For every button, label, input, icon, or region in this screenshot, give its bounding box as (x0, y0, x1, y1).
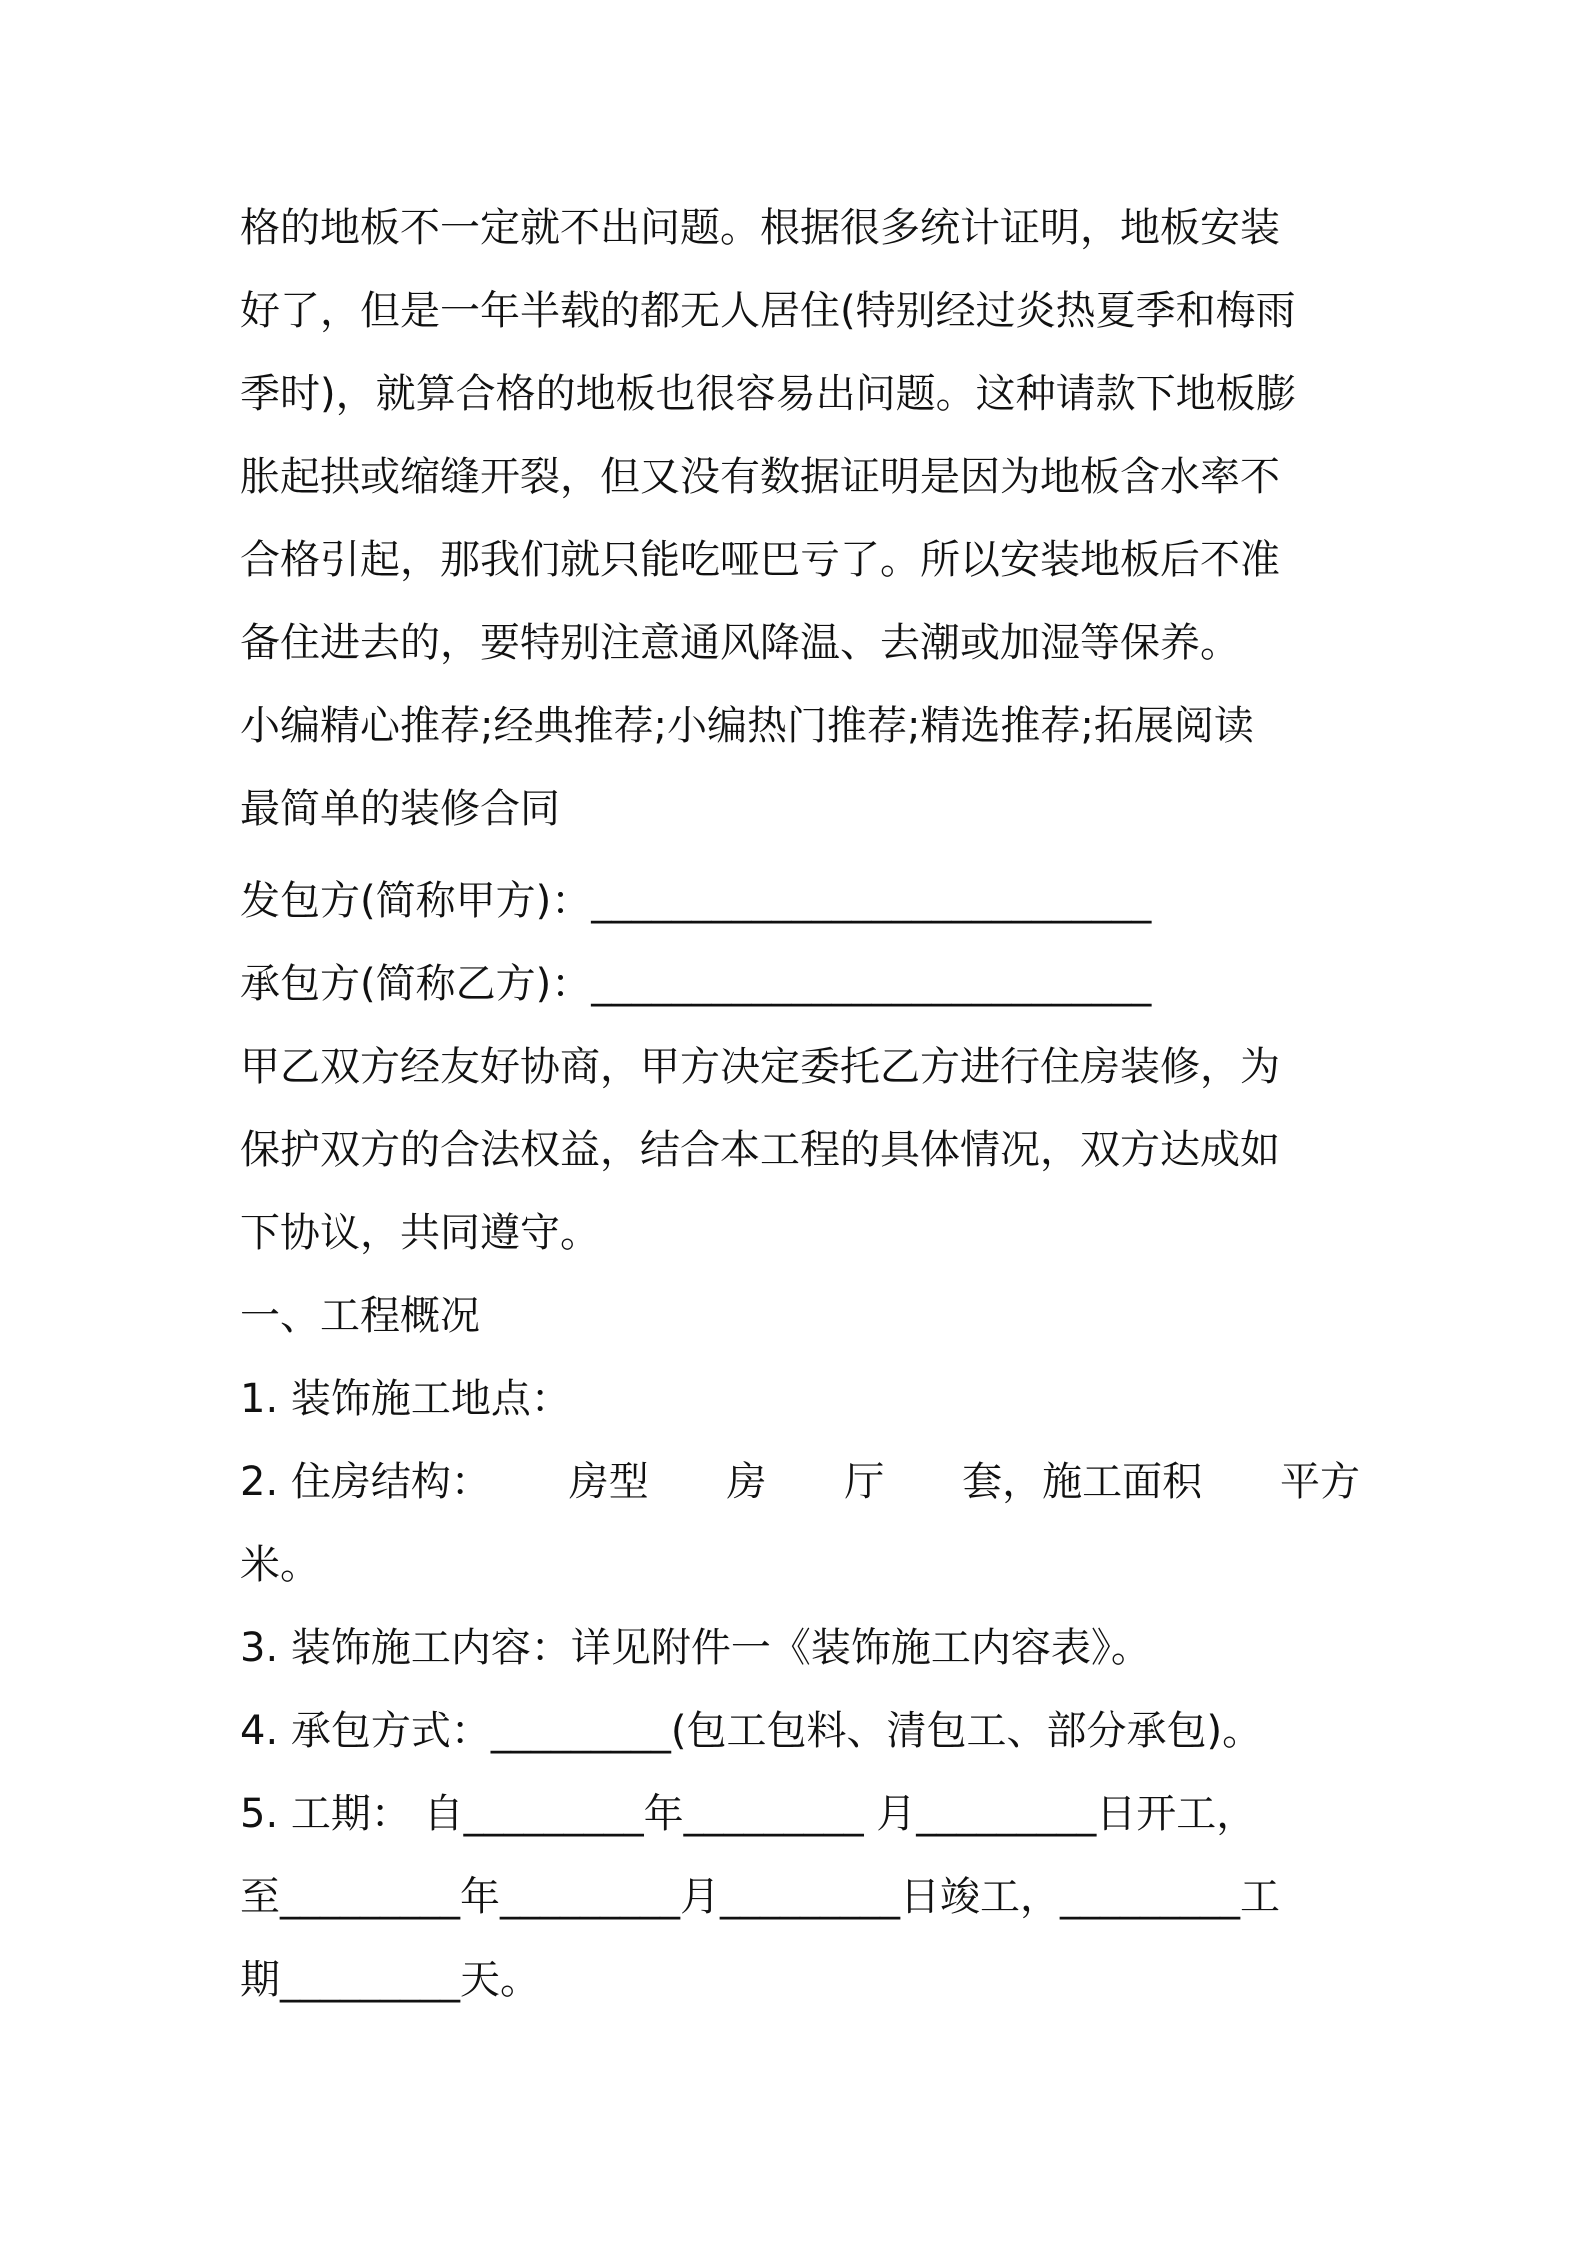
paragraph-line: 格的地板不一定就不出问题。根据很多统计证明，地板安装 (240, 205, 1280, 251)
item-2-part: 厅 (844, 1459, 885, 1505)
party-a-field: 发包方(简称甲方)：____________________________ (240, 878, 1152, 924)
item-5-continued: 期_________天。 (240, 1957, 540, 2003)
paragraph-line: 备住进去的，要特别注意通风降温、去潮或加湿等保养。 (240, 620, 1240, 666)
contract-title: 最简单的装修合同 (240, 786, 560, 832)
section-title: 一、工程概况 (240, 1293, 480, 1339)
intro-line: 甲乙双方经友好协商，甲方决定委托乙方进行住房装修，为 (240, 1044, 1280, 1090)
paragraph-line: 合格引起，那我们就只能吃哑巴亏了。所以安装地板后不准 (240, 537, 1280, 583)
paragraph-line: 胀起拱或缩缝开裂，但又没有数据证明是因为地板含水率不 (240, 454, 1280, 500)
paragraph-line: 季时)，就算合格的地板也很容易出问题。这种请款下地板膨 (240, 371, 1296, 417)
item-2-part: 平方 (1279, 1459, 1360, 1505)
item-2-part: 房 (726, 1459, 767, 1505)
item-2-part: 套，施工面积 (962, 1459, 1203, 1505)
item-5: 5. 工期： 自_________年_________ 月_________日开工， (240, 1791, 1257, 1837)
intro-line: 下协议，共同遵守。 (240, 1210, 600, 1256)
item-2-part: 2. 住房结构： (240, 1459, 491, 1505)
item-3: 3. 装饰施工内容：详见附件一《装饰施工内容表》。 (240, 1625, 1151, 1671)
item-2 (240, 1454, 1360, 1510)
item-5-continued: 至_________年_________月_________日竣工，_________工 (240, 1874, 1280, 1920)
party-b-field: 承包方(简称乙方)：____________________________ (240, 961, 1152, 1007)
item-1: 1. 装饰施工地点： (240, 1376, 571, 1422)
item-4: 4. 承包方式：_________(包工包料、清包工、部分承包)。 (240, 1708, 1263, 1754)
intro-line: 保护双方的合法权益，结合本工程的具体情况，双方达成如 (240, 1127, 1280, 1173)
recommend-line: 小编精心推荐;经典推荐;小编热门推荐;精选推荐;拓展阅读 (240, 703, 1254, 749)
paragraph-line: 好了，但是一年半载的都无人居住(特别经过炎热夏季和梅雨 (240, 288, 1296, 334)
item-2-continued: 米。 (240, 1542, 320, 1588)
item-2-part: 房型 (568, 1459, 649, 1505)
